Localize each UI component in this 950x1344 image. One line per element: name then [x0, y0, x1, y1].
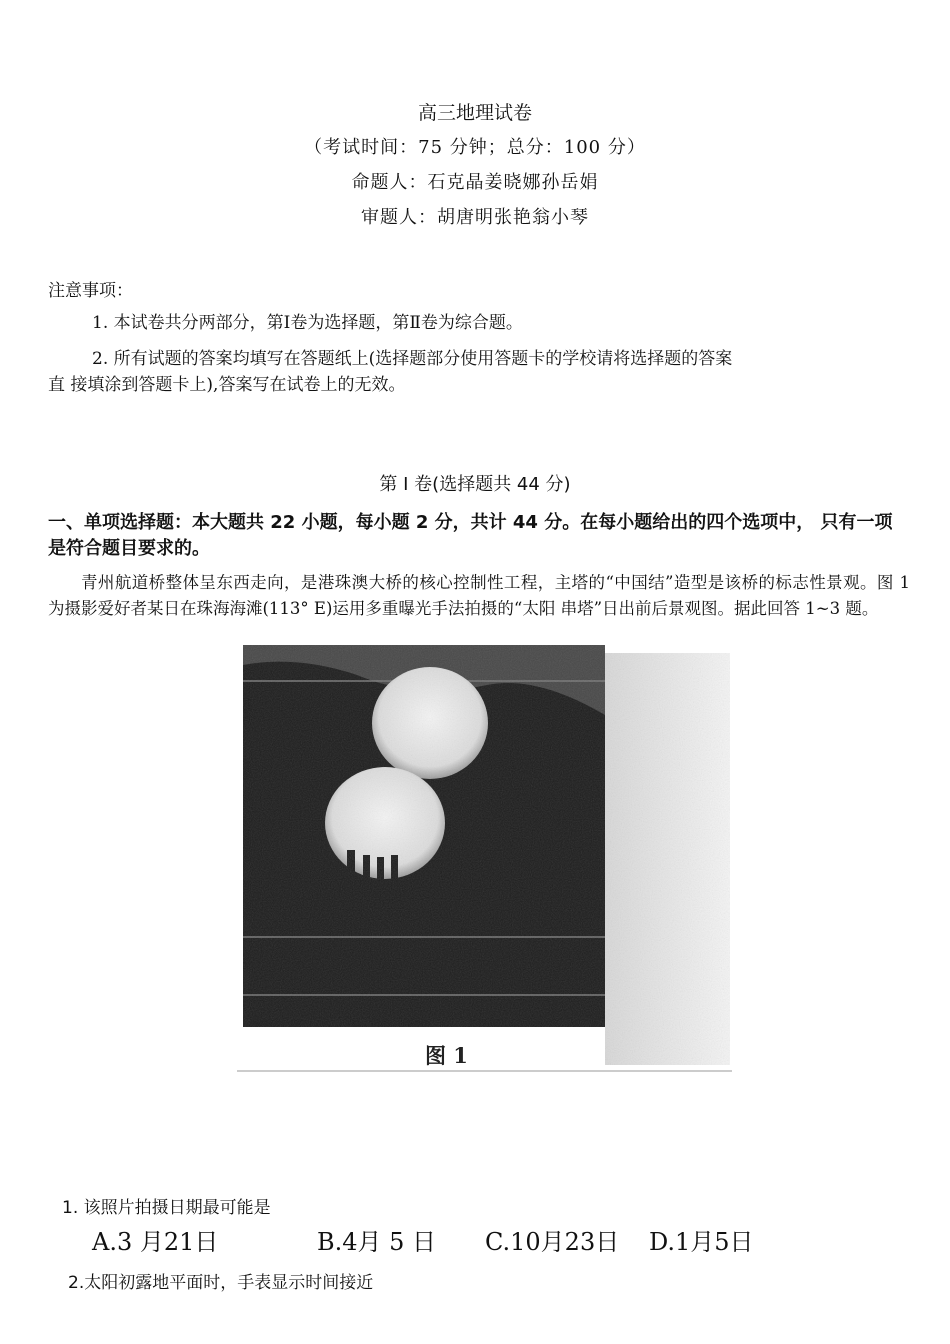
question-2: 2.太阳初露地平面时，手表显示时间接近 [68, 1273, 374, 1293]
option-a: A.3 月21日 [92, 1228, 219, 1256]
option-d: D.1月5日 [649, 1228, 754, 1256]
authors-line: 命题人：石克晶姜晓娜孙岳娟 [351, 172, 599, 193]
exam-title: 高三地理试卷 [417, 102, 532, 124]
question-1: 1. 该照片拍摄日期最可能是 [62, 1198, 271, 1218]
figure-1-photo [237, 645, 732, 1073]
figure-caption: 图 1 [425, 1043, 468, 1068]
multiple-exposure-photo [237, 645, 732, 1073]
notes-heading: 注意事项： [48, 281, 133, 301]
exam-info: （考试时间：75 分钟；总分：100 分） [304, 137, 646, 158]
reading-passage: 青州航道桥整体呈东西走向，是港珠澳大桥的核心控制性工程，主塔的“中国结”造型是该桥的标志性景观。图 1 为摄影爱好者某日在珠海海滩(113° E)运用多重曝光手法拍摄的“太阳 串塔”日出前后景观图。据此回答 1~3 题。 [48, 573, 910, 618]
note-item-1: 1. 本试卷共分两部分，第Ⅰ卷为选择题，第Ⅱ卷为综合题。 [92, 313, 523, 333]
reviewers-line: 审题人：胡唐明张艳翁小琴 [361, 207, 589, 228]
option-b: B.4月 5 日 [317, 1228, 437, 1256]
option-c: C.10月23日 [485, 1228, 620, 1256]
part-heading: 一、单项选择题：本大题共 22 小题，每小题 2 分，共计 44 分。在每小题给出的四个选项中， 只有一项是符合题目要求的。 [48, 512, 893, 559]
note-item-2-line-1: 2. 所有试题的答案均填写在答题纸上(选择题部分使用答题卡的学校请将选择题的答案 [92, 349, 733, 369]
section-title: 第 I 卷(选择题共 44 分) [379, 474, 571, 495]
question-1-options [92, 1222, 754, 1257]
note-item-2-line-2: 直 接填涂到答题卡上),答案写在试卷上的无效。 [48, 375, 406, 395]
